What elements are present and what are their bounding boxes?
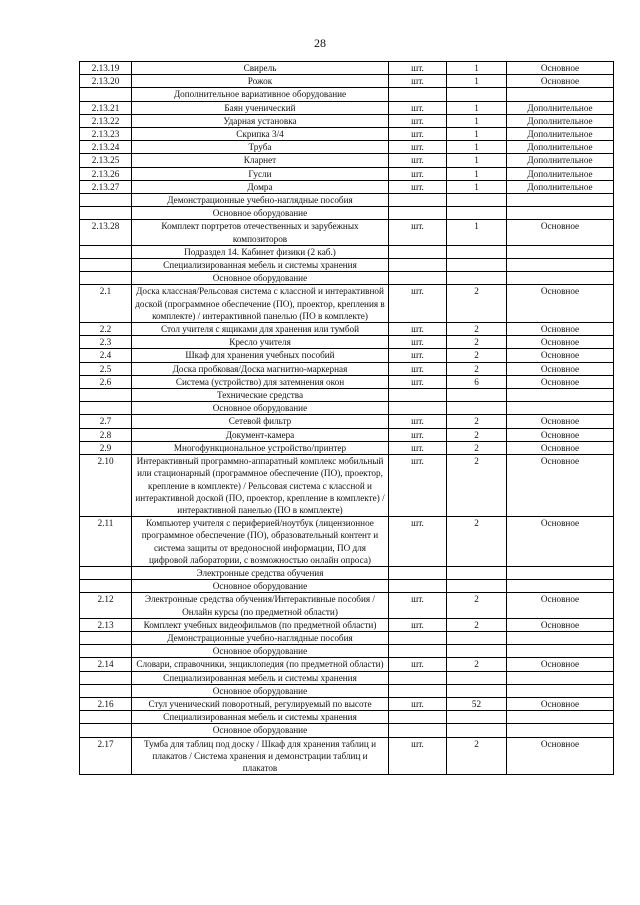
section-header-row bbox=[80, 272, 614, 285]
section-header-row bbox=[80, 724, 614, 737]
type-cell bbox=[507, 194, 614, 207]
section-header-row bbox=[80, 645, 614, 658]
item-unit: шт. bbox=[389, 428, 447, 441]
table-row bbox=[80, 415, 614, 428]
table-row bbox=[80, 154, 614, 167]
item-type: Основное bbox=[507, 415, 614, 428]
item-name: Свирель bbox=[132, 62, 389, 75]
table-row bbox=[80, 336, 614, 349]
unit-cell bbox=[389, 671, 447, 684]
quantity-cell bbox=[447, 207, 507, 220]
item-number: 2.3 bbox=[80, 336, 132, 349]
section-header-row bbox=[80, 402, 614, 415]
item-number: 2.13.26 bbox=[80, 167, 132, 180]
item-unit: шт. bbox=[389, 75, 447, 88]
item-unit: шт. bbox=[389, 62, 447, 75]
item-unit: шт. bbox=[389, 141, 447, 154]
item-number: 2.13.25 bbox=[80, 154, 132, 167]
table-row bbox=[80, 285, 614, 323]
type-cell bbox=[507, 724, 614, 737]
number-cell bbox=[80, 272, 132, 285]
item-unit: шт. bbox=[389, 101, 447, 114]
type-cell bbox=[507, 88, 614, 101]
table-row bbox=[80, 362, 614, 375]
item-number: 2.7 bbox=[80, 415, 132, 428]
table-row bbox=[80, 658, 614, 671]
quantity-cell bbox=[447, 724, 507, 737]
item-quantity: 2 bbox=[447, 517, 507, 567]
section-title: Основное оборудование bbox=[132, 272, 389, 285]
item-quantity: 2 bbox=[447, 737, 507, 775]
item-unit: шт. bbox=[389, 415, 447, 428]
item-type: Дополнительное bbox=[507, 180, 614, 193]
item-name: Баян ученический bbox=[132, 101, 389, 114]
item-number: 2.2 bbox=[80, 323, 132, 336]
type-cell bbox=[507, 207, 614, 220]
item-number: 2.4 bbox=[80, 349, 132, 362]
item-number: 2.5 bbox=[80, 362, 132, 375]
quantity-cell bbox=[447, 671, 507, 684]
item-type: Основное bbox=[507, 428, 614, 441]
type-cell bbox=[507, 566, 614, 579]
quantity-cell bbox=[447, 645, 507, 658]
item-number: 2.13.27 bbox=[80, 180, 132, 193]
type-cell bbox=[507, 402, 614, 415]
section-title: Основное оборудование bbox=[132, 580, 389, 593]
item-quantity: 6 bbox=[447, 375, 507, 388]
number-cell bbox=[80, 671, 132, 684]
unit-cell bbox=[389, 259, 447, 272]
item-unit: шт. bbox=[389, 375, 447, 388]
unit-cell bbox=[389, 684, 447, 697]
number-cell bbox=[80, 194, 132, 207]
item-type: Основное bbox=[507, 737, 614, 775]
item-type: Основное bbox=[507, 220, 614, 245]
item-name: Система (устройство) для затемнения окон bbox=[132, 375, 389, 388]
quantity-cell bbox=[447, 245, 507, 258]
section-header-row bbox=[80, 671, 614, 684]
item-unit: шт. bbox=[389, 593, 447, 618]
item-type: Дополнительное bbox=[507, 167, 614, 180]
section-header-row bbox=[80, 684, 614, 697]
type-cell bbox=[507, 645, 614, 658]
item-type: Основное bbox=[507, 441, 614, 454]
item-unit: шт. bbox=[389, 441, 447, 454]
item-quantity: 2 bbox=[447, 455, 507, 517]
item-quantity: 1 bbox=[447, 141, 507, 154]
item-unit: шт. bbox=[389, 114, 447, 127]
section-header-row bbox=[80, 259, 614, 272]
unit-cell bbox=[389, 207, 447, 220]
item-number: 2.16 bbox=[80, 697, 132, 710]
item-name: Компьютер учителя с периферией/ноутбук (лицензионное программное обеспечение (ПО), образовательный контент и система защиты от вредоносной информации, ПО для цифровой лаборатории, с возможностью онлайн опроса) bbox=[132, 517, 389, 567]
item-quantity: 2 bbox=[447, 336, 507, 349]
item-number: 2.13.19 bbox=[80, 62, 132, 75]
item-number: 2.13.21 bbox=[80, 101, 132, 114]
item-number: 2.8 bbox=[80, 428, 132, 441]
table-row bbox=[80, 349, 614, 362]
section-title: Основное оборудование bbox=[132, 724, 389, 737]
unit-cell bbox=[389, 402, 447, 415]
unit-cell bbox=[389, 631, 447, 644]
item-name: Гусли bbox=[132, 167, 389, 180]
number-cell bbox=[80, 259, 132, 272]
table-row bbox=[80, 75, 614, 88]
unit-cell bbox=[389, 272, 447, 285]
type-cell bbox=[507, 631, 614, 644]
item-type: Дополнительное bbox=[507, 128, 614, 141]
item-quantity: 2 bbox=[447, 415, 507, 428]
item-quantity: 1 bbox=[447, 128, 507, 141]
unit-cell bbox=[389, 389, 447, 402]
item-name: Комплект портретов отечественных и зарубежных композиторов bbox=[132, 220, 389, 245]
quantity-cell bbox=[447, 88, 507, 101]
section-title: Демонстрационные учебно-наглядные пособия bbox=[132, 631, 389, 644]
item-unit: шт. bbox=[389, 154, 447, 167]
number-cell bbox=[80, 245, 132, 258]
unit-cell bbox=[389, 724, 447, 737]
section-title: Основное оборудование bbox=[132, 402, 389, 415]
table-row bbox=[80, 593, 614, 618]
table-row bbox=[80, 428, 614, 441]
table-row bbox=[80, 62, 614, 75]
section-title: Основное оборудование bbox=[132, 645, 389, 658]
item-unit: шт. bbox=[389, 517, 447, 567]
quantity-cell bbox=[447, 711, 507, 724]
item-name: Рожок bbox=[132, 75, 389, 88]
table-row bbox=[80, 114, 614, 127]
table-row bbox=[80, 737, 614, 775]
type-cell bbox=[507, 580, 614, 593]
item-type: Основное bbox=[507, 375, 614, 388]
item-number: 2.1 bbox=[80, 285, 132, 323]
table-row bbox=[80, 618, 614, 631]
item-number: 2.13 bbox=[80, 618, 132, 631]
number-cell bbox=[80, 711, 132, 724]
table-row bbox=[80, 141, 614, 154]
number-cell bbox=[80, 684, 132, 697]
item-type: Дополнительное bbox=[507, 101, 614, 114]
item-name: Документ-камера bbox=[132, 428, 389, 441]
quantity-cell bbox=[447, 272, 507, 285]
item-name: Кресло учителя bbox=[132, 336, 389, 349]
item-number: 2.13.23 bbox=[80, 128, 132, 141]
item-unit: шт. bbox=[389, 737, 447, 775]
item-name: Ударная установка bbox=[132, 114, 389, 127]
quantity-cell bbox=[447, 389, 507, 402]
type-cell bbox=[507, 711, 614, 724]
item-name: Домра bbox=[132, 180, 389, 193]
item-unit: шт. bbox=[389, 128, 447, 141]
equipment-table-body bbox=[80, 62, 614, 775]
item-name: Доска пробковая/Доска магнитно-маркерная bbox=[132, 362, 389, 375]
item-type: Основное bbox=[507, 323, 614, 336]
item-name: Кларнет bbox=[132, 154, 389, 167]
section-header-row bbox=[80, 566, 614, 579]
item-name: Многофункциональное устройство/принтер bbox=[132, 441, 389, 454]
section-title: Подраздел 14. Кабинет физики (2 каб.) bbox=[132, 245, 389, 258]
quantity-cell bbox=[447, 684, 507, 697]
item-unit: шт. bbox=[389, 349, 447, 362]
unit-cell bbox=[389, 711, 447, 724]
section-title: Электронные средства обучения bbox=[132, 566, 389, 579]
item-quantity: 2 bbox=[447, 428, 507, 441]
type-cell bbox=[507, 389, 614, 402]
section-title: Дополнительное вариативное оборудование bbox=[132, 88, 389, 101]
item-unit: шт. bbox=[389, 323, 447, 336]
section-header-row bbox=[80, 580, 614, 593]
section-header-row bbox=[80, 207, 614, 220]
item-quantity: 2 bbox=[447, 618, 507, 631]
section-header-row bbox=[80, 88, 614, 101]
item-quantity: 2 bbox=[447, 658, 507, 671]
item-quantity: 2 bbox=[447, 593, 507, 618]
item-quantity: 2 bbox=[447, 441, 507, 454]
section-header-row bbox=[80, 389, 614, 402]
item-type: Основное bbox=[507, 285, 614, 323]
item-unit: шт. bbox=[389, 697, 447, 710]
item-number: 2.6 bbox=[80, 375, 132, 388]
number-cell bbox=[80, 631, 132, 644]
section-title: Специализированная мебель и системы хранения bbox=[132, 259, 389, 272]
item-name: Комплект учебных видеофильмов (по предметной области) bbox=[132, 618, 389, 631]
unit-cell bbox=[389, 566, 447, 579]
type-cell bbox=[507, 671, 614, 684]
type-cell bbox=[507, 245, 614, 258]
item-type: Основное bbox=[507, 349, 614, 362]
number-cell bbox=[80, 402, 132, 415]
number-cell bbox=[80, 207, 132, 220]
item-number: 2.11 bbox=[80, 517, 132, 567]
table-row bbox=[80, 220, 614, 245]
item-type: Основное bbox=[507, 75, 614, 88]
item-type: Основное bbox=[507, 618, 614, 631]
item-unit: шт. bbox=[389, 618, 447, 631]
item-unit: шт. bbox=[389, 220, 447, 245]
quantity-cell bbox=[447, 631, 507, 644]
section-title: Специализированная мебель и системы хранения bbox=[132, 671, 389, 684]
unit-cell bbox=[389, 580, 447, 593]
quantity-cell bbox=[447, 259, 507, 272]
table-row bbox=[80, 323, 614, 336]
item-type: Основное bbox=[507, 62, 614, 75]
item-number: 2.14 bbox=[80, 658, 132, 671]
section-title: Технические средства bbox=[132, 389, 389, 402]
type-cell bbox=[507, 684, 614, 697]
item-number: 2.13.22 bbox=[80, 114, 132, 127]
quantity-cell bbox=[447, 580, 507, 593]
quantity-cell bbox=[447, 566, 507, 579]
item-quantity: 1 bbox=[447, 75, 507, 88]
item-quantity: 1 bbox=[447, 101, 507, 114]
item-unit: шт. bbox=[389, 658, 447, 671]
type-cell bbox=[507, 272, 614, 285]
item-quantity: 1 bbox=[447, 154, 507, 167]
table-row bbox=[80, 101, 614, 114]
item-name: Скрипка 3/4 bbox=[132, 128, 389, 141]
section-header-row bbox=[80, 194, 614, 207]
item-name: Труба bbox=[132, 141, 389, 154]
unit-cell bbox=[389, 245, 447, 258]
type-cell bbox=[507, 259, 614, 272]
number-cell bbox=[80, 389, 132, 402]
table-row bbox=[80, 517, 614, 567]
item-quantity: 1 bbox=[447, 180, 507, 193]
item-unit: шт. bbox=[389, 455, 447, 517]
item-unit: шт. bbox=[389, 362, 447, 375]
item-quantity: 2 bbox=[447, 285, 507, 323]
table-row bbox=[80, 128, 614, 141]
item-type: Основное bbox=[507, 593, 614, 618]
number-cell bbox=[80, 88, 132, 101]
quantity-cell bbox=[447, 194, 507, 207]
item-name: Сетевой фильтр bbox=[132, 415, 389, 428]
item-type: Дополнительное bbox=[507, 154, 614, 167]
item-number: 2.13.28 bbox=[80, 220, 132, 245]
item-type: Дополнительное bbox=[507, 141, 614, 154]
item-number: 2.13.24 bbox=[80, 141, 132, 154]
item-number: 2.9 bbox=[80, 441, 132, 454]
number-cell bbox=[80, 645, 132, 658]
item-quantity: 1 bbox=[447, 62, 507, 75]
item-quantity: 1 bbox=[447, 114, 507, 127]
item-quantity: 52 bbox=[447, 697, 507, 710]
item-quantity: 1 bbox=[447, 167, 507, 180]
item-type: Основное bbox=[507, 455, 614, 517]
table-row bbox=[80, 167, 614, 180]
unit-cell bbox=[389, 88, 447, 101]
section-header-row bbox=[80, 245, 614, 258]
item-unit: шт. bbox=[389, 167, 447, 180]
item-type: Дополнительное bbox=[507, 114, 614, 127]
item-type: Основное bbox=[507, 658, 614, 671]
number-cell bbox=[80, 724, 132, 737]
item-quantity: 1 bbox=[447, 220, 507, 245]
table-row bbox=[80, 455, 614, 517]
section-title: Основное оборудование bbox=[132, 684, 389, 697]
item-name: Интерактивный программно-аппаратный комплекс мобильный или стационарный (программное обеспечение (ПО), проектор, крепление в комплекте) / Рельсовая система с классной и интерактивной доской (ПО, проектор, крепление в комплекте) / интерактивной панелью (ПО в комплекте) bbox=[132, 455, 389, 517]
section-title: Основное оборудование bbox=[132, 207, 389, 220]
item-quantity: 2 bbox=[447, 362, 507, 375]
table-row bbox=[80, 441, 614, 454]
item-unit: шт. bbox=[389, 285, 447, 323]
item-quantity: 2 bbox=[447, 349, 507, 362]
item-name: Стул ученический поворотный, регулируемый по высоте bbox=[132, 697, 389, 710]
section-title: Специализированная мебель и системы хранения bbox=[132, 711, 389, 724]
item-name: Словари, справочники, энциклопедия (по предметной области) bbox=[132, 658, 389, 671]
table-row bbox=[80, 180, 614, 193]
item-unit: шт. bbox=[389, 180, 447, 193]
section-header-row bbox=[80, 631, 614, 644]
section-title: Демонстрационные учебно-наглядные пособия bbox=[132, 194, 389, 207]
item-number: 2.17 bbox=[80, 737, 132, 775]
item-name: Электронные средства обучения/Интерактивные пособия / Онлайн курсы (по предметной области) bbox=[132, 593, 389, 618]
quantity-cell bbox=[447, 402, 507, 415]
unit-cell bbox=[389, 645, 447, 658]
item-quantity: 2 bbox=[447, 323, 507, 336]
section-header-row bbox=[80, 711, 614, 724]
page-number: 28 bbox=[314, 36, 326, 50]
table-row bbox=[80, 697, 614, 710]
item-name: Шкаф для хранения учебных пособий bbox=[132, 349, 389, 362]
item-type: Основное bbox=[507, 517, 614, 567]
number-cell bbox=[80, 580, 132, 593]
item-type: Основное bbox=[507, 336, 614, 349]
item-name: Доска классная/Рельсовая система с классной и интерактивной доской (программное обеспечение (ПО), проектор, крепления в комплекте) / интерактивной панелью (ПО в комплекте) bbox=[132, 285, 389, 323]
item-unit: шт. bbox=[389, 336, 447, 349]
equipment-table bbox=[79, 61, 614, 775]
item-type: Основное bbox=[507, 362, 614, 375]
item-number: 2.10 bbox=[80, 455, 132, 517]
item-type: Основное bbox=[507, 697, 614, 710]
table-row bbox=[80, 375, 614, 388]
number-cell bbox=[80, 566, 132, 579]
item-number: 2.13.20 bbox=[80, 75, 132, 88]
unit-cell bbox=[389, 194, 447, 207]
item-name: Тумба для таблиц под доску / Шкаф для хранения таблиц и плакатов / Система хранения и демонстрации таблиц и плакатов bbox=[132, 737, 389, 775]
item-number: 2.12 bbox=[80, 593, 132, 618]
item-name: Стол учителя с ящиками для хранения или тумбой bbox=[132, 323, 389, 336]
